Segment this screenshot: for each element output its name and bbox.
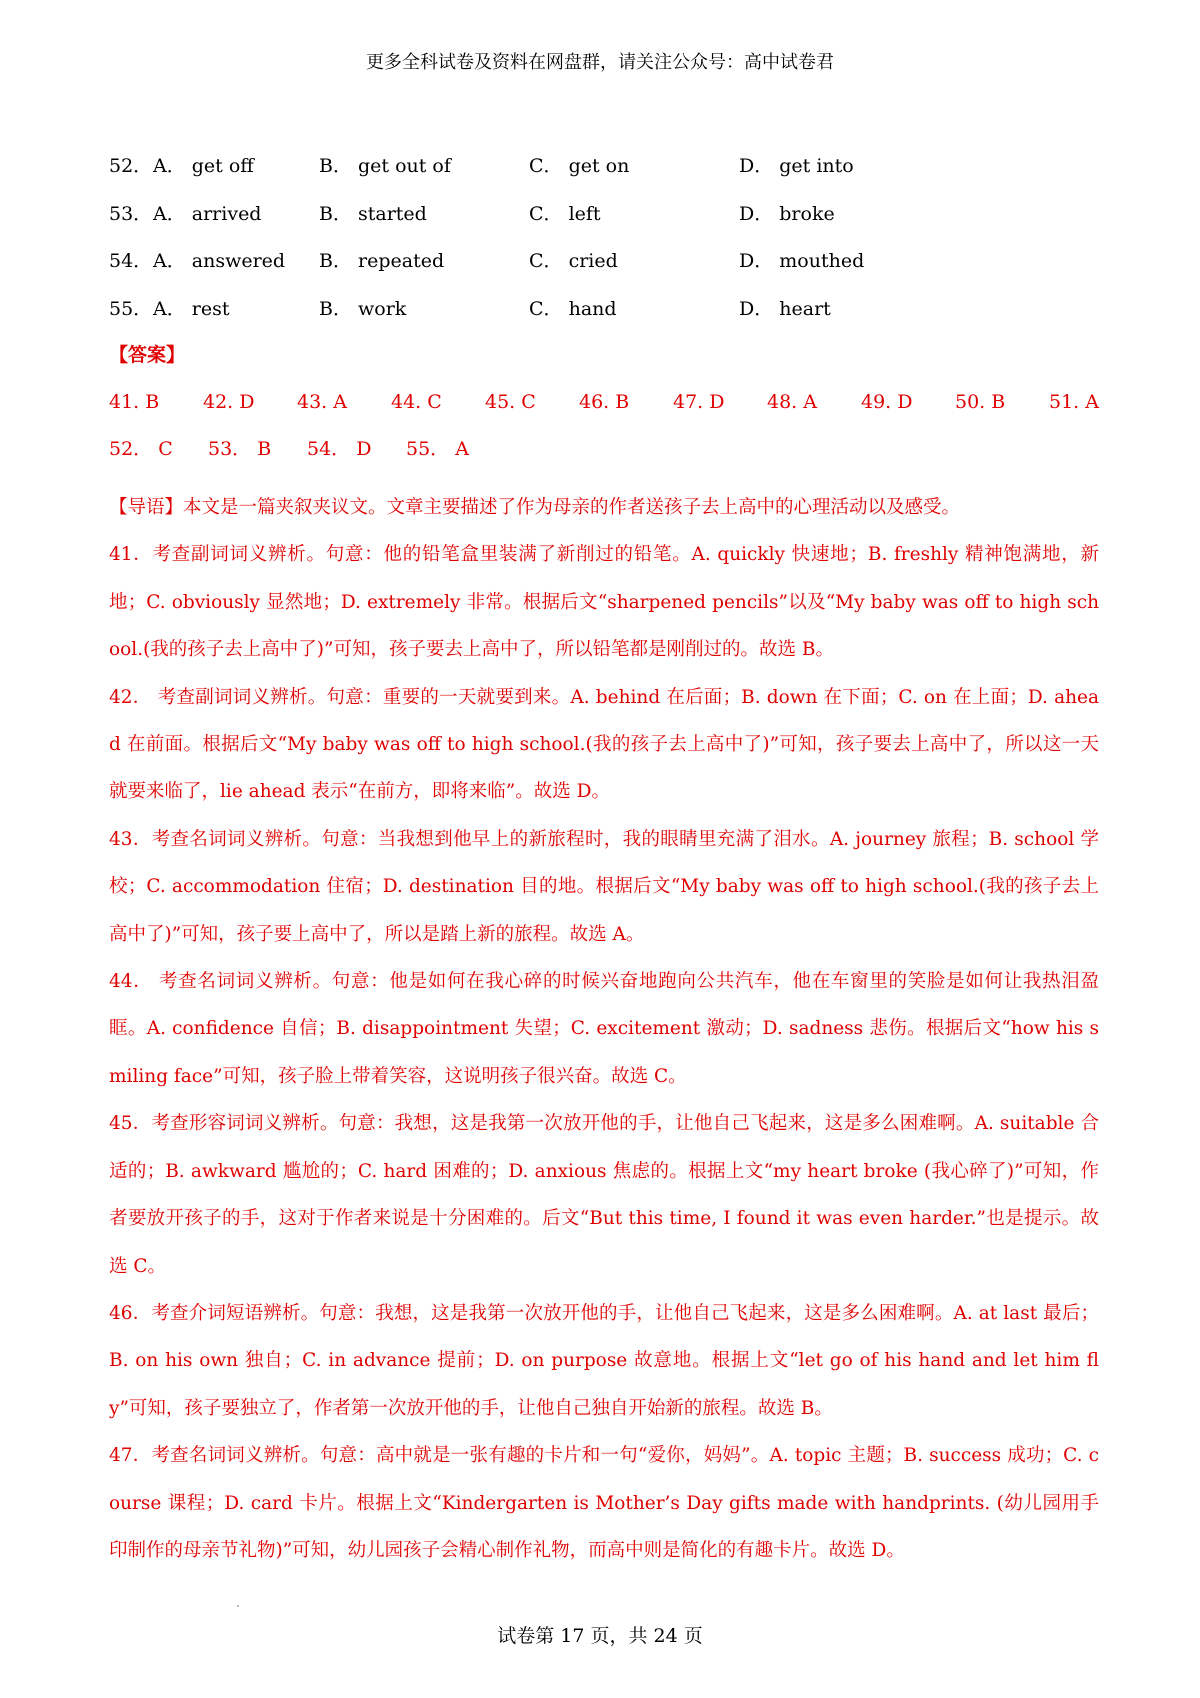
answer-item: 41. B [109, 391, 160, 413]
option-c: C． left [529, 202, 601, 225]
answer-row-1 [109, 387, 1099, 434]
question-number: 52． [109, 155, 153, 177]
answer-item: 49. D [861, 391, 913, 413]
option-row-55 [109, 295, 1109, 343]
answer-item: 48. A [767, 391, 817, 413]
explanations [109, 484, 1099, 1574]
intro-paragraph: 【导语】本文是一篇夹叙夹议文。文章主要描述了作为母亲的作者送孩子去上高中的心理活动以及感受。 [109, 497, 961, 518]
answer-item: 50. B [955, 391, 1006, 413]
explanation-44: 44． 考查名词词义辨析。句意：他是如何在我心碎的时候兴奋地跑向公共汽车，他在车窗里的笑脸是如何让我热泪盈眶。A. confidence 自信；B. disappointment 失望；C. excitement 激动；D. sadness 悲伤。根据后文“how his smiling face”可知，孩子脸上带着笑容，这说明孩子很兴奋。故选 C。 [109, 971, 1099, 1087]
option-d: D． heart [739, 297, 831, 320]
answer-item: 43. A [297, 391, 347, 413]
option-d: D． get into [739, 155, 854, 177]
page-header: 更多全科试卷及资料在网盘群，请关注公众号：高中试卷君 [366, 52, 834, 73]
answer-item: 51. A [1049, 391, 1099, 413]
explanation-47: 47．考查名词词义辨析。句意：高中就是一张有趣的卡片和一句“爱你，妈妈”。A. topic 主题；B. success 成功；C. course 课程；D. card 卡片。根据上文“Kindergarten is Mother’s Day gifts made with handprints. (幼儿园用手印制作的母亲节礼物)”可知，幼儿园孩子会精心制作礼物，而高中则是简化的有趣卡片。故选 D。 [109, 1445, 1099, 1561]
answer-row-2 [109, 434, 1099, 481]
options-list [109, 152, 1109, 342]
option-b: B． started [319, 202, 427, 225]
answer-item: 52． C [109, 438, 173, 460]
option-b: B． repeated [319, 250, 445, 272]
explanation-45: 45．考查形容词词义辨析。句意：我想，这是我第一次放开他的手，让他自己飞起来，这是多么困难啊。A. suitable 合适的；B. awkward 尴尬的；C. hard 困难的；D. anxious 焦虑的。根据上文“my heart broke (我心碎了)”可知，作者要放开孩子的手，这对于作者来说是十分困难的。后文“But this time, I found it was even harder.”也是提示。故选 C。 [109, 1113, 1099, 1277]
option-a: A． rest [153, 297, 230, 320]
option-a: A． answered [153, 250, 286, 272]
question-number: 54． [109, 250, 153, 272]
option-row-53 [109, 200, 1109, 248]
explanation-46: 46．考查介词短语辨析。句意：我想，这是我第一次放开他的手，让他自己飞起来，这是多么困难啊。A. at last 最后；B. on his own 独自；C. in advance 提前；D. on purpose 故意地。根据上文“let go of his hand and let him fly”可知，孩子要独立了，作者第一次放开他的手，让他自己独自开始新的旅程。故选 B。 [109, 1302, 1099, 1419]
answer-item: 54． D [307, 438, 372, 460]
question-number: 55． [109, 297, 153, 320]
option-c: C． hand [529, 297, 617, 320]
explanation-41: 41．考查副词词义辨析。句意：他的铅笔盒里装满了新削过的铅笔。A. quickly 快速地；B. freshly 精神饱满地，新地；C. obviously 显然地；D. extremely 非常。根据后文“sharpened pencils”以及“My baby was off to high school.(我的孩子去上高中了)”可知，孩子要去上高中了，所以铅笔都是刚削过的。故选 B。 [109, 544, 1099, 661]
answer-item: 44. C [391, 391, 442, 413]
answer-item: 53． B [208, 438, 272, 460]
option-row-54 [109, 247, 1109, 295]
option-d: D． mouthed [739, 250, 865, 272]
option-a: A． get off [153, 155, 254, 177]
answer-item: 45. C [485, 391, 536, 413]
explanation-43: 43．考查名词词义辨析。句意：当我想到他早上的新旅程时，我的眼睛里充满了泪水。A. journey 旅程；B. school 学校；C. accommodation 住宿；D. destination 目的地。根据后文“My baby was off to high school.(我的孩子去上高中了)”可知，孩子要上高中了，所以是踏上新的旅程。故选 A。 [109, 828, 1099, 945]
option-b: B． get out of [319, 155, 451, 177]
answer-block [109, 340, 1099, 481]
answer-item: 42. D [203, 391, 255, 413]
answer-item: 46. B [579, 391, 630, 413]
option-row-52 [109, 152, 1109, 200]
scan-dot [237, 1605, 239, 1607]
explanation-42: 42． 考查副词词义辨析。句意：重要的一天就要到来。A. behind 在后面；B. down 在下面；C. on 在上面；D. ahead 在前面。根据后文“My baby was off to high school.(我的孩子去上高中了)”可知，孩子要去上高中了，所以这一天就要来临了，lie ahead 表示“在前方，即将来临”。故选 D。 [109, 686, 1099, 803]
question-number: 53． [109, 202, 153, 225]
answer-item: 47. D [673, 391, 725, 413]
option-d: D． broke [739, 202, 835, 225]
answer-item: 55． A [406, 438, 469, 460]
option-c: C． cried [529, 250, 618, 272]
option-c: C． get on [529, 155, 630, 177]
option-b: B． work [319, 297, 407, 320]
answer-title: 【答案】 [109, 344, 186, 366]
page-footer: 试卷第 17 页，共 24 页 [497, 1625, 703, 1647]
option-a: A． arrived [153, 202, 262, 225]
